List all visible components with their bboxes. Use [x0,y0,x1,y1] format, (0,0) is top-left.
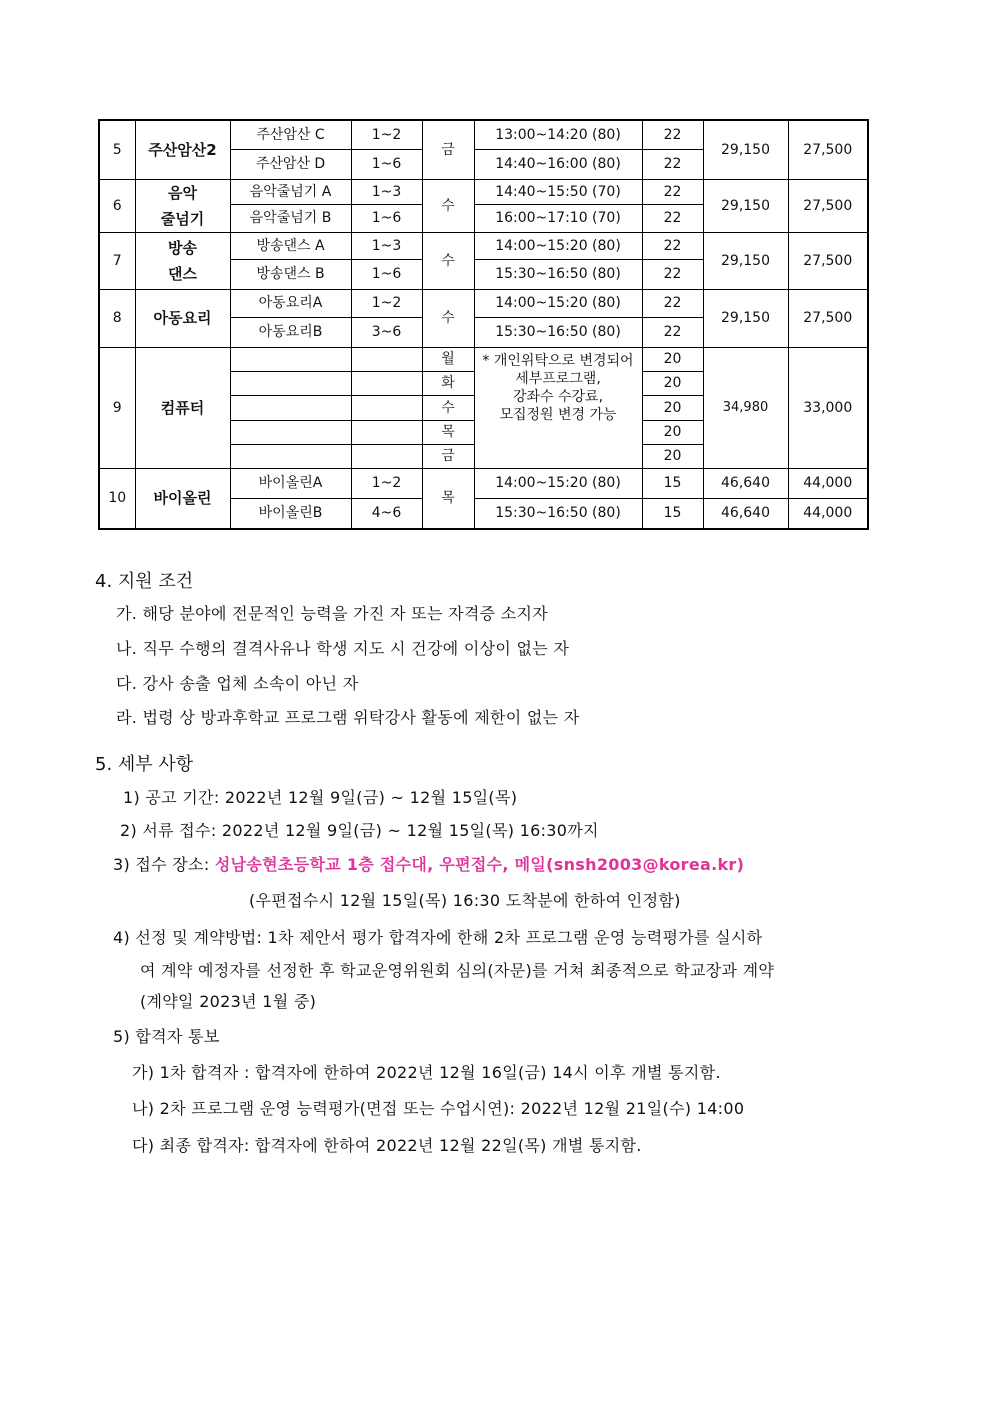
detail-item-2: 2) 서류 접수: 2022년 12월 9일(금) ~ 12월 15일(목) 16:30까지 [120,821,599,840]
program-name-line-2: 댄스 [168,264,197,283]
note-line: * 개인위탁으로 변경되어 [482,352,634,369]
detail-item-1: 1) 공고 기간: 2022년 12월 9일(금) ~ 12월 15일(목) [123,788,518,807]
detail-item-5c: 다) 최종 합격자: 합격자에 한하여 2022년 12월 22일(목) 개별 통지함. [132,1136,642,1155]
fee: 34,980 [703,347,788,468]
detail-item-3-note: (우편접수시 12월 15일(목) 16:30 도착분에 한하여 인정함) [249,891,681,910]
day: 금 [422,444,474,468]
time: 14:00~15:20 (80) [474,232,642,259]
capacity: 20 [642,444,703,468]
time: 15:30~16:50 (80) [474,259,642,289]
time: 14:00~15:20 (80) [474,289,642,317]
detail-item-4-line-3: (계약일 2023년 1월 중) [140,992,317,1011]
fee: 29,150 [703,120,788,179]
program-name: 아동요리 [135,289,230,347]
program-name [135,232,230,289]
empty-cell [351,371,422,395]
empty-cell [230,444,351,468]
class-name: 음악줄넘기 A [230,179,351,205]
program-name [135,179,230,232]
empty-cell [230,395,351,420]
program-name-line-1: 음악 [168,183,197,202]
program-name: 바이올린 [135,468,230,529]
fee-2: 27,500 [788,289,868,347]
fee-2: 44,000 [788,498,868,529]
computer-note [474,347,642,468]
class-name: 바이올린B [230,498,351,529]
note-line: 모집정원 변경 가능 [499,406,617,423]
fee: 29,150 [703,232,788,289]
grade: 1~3 [351,232,422,259]
section-4-item: 다. 강사 송출 업체 소속이 아닌 자 [116,674,359,693]
capacity: 22 [642,259,703,289]
program-name-line-1: 방송 [168,238,197,257]
grade: 1~3 [351,179,422,205]
row-number: 7 [99,232,135,289]
day: 수 [422,289,474,347]
day: 월 [422,347,474,371]
class-name: 주산암산 D [230,149,351,179]
row-number: 6 [99,179,135,232]
program-name: 컴퓨터 [135,347,230,468]
empty-cell [351,395,422,420]
row-number: 8 [99,289,135,347]
day: 수 [422,232,474,289]
table-row [99,347,868,371]
time: 16:00~17:10 (70) [474,205,642,232]
class-name: 방송댄스 B [230,259,351,289]
class-name: 아동요리B [230,317,351,347]
day: 수 [422,179,474,232]
class-name: 방송댄스 A [230,232,351,259]
note-line: 강좌수 수강료, [512,388,604,405]
table-row [99,120,868,149]
table-row [99,232,868,259]
table-row [99,468,868,498]
empty-cell [230,371,351,395]
empty-cell [351,420,422,444]
grade: 1~6 [351,259,422,289]
empty-cell [351,444,422,468]
grade: 1~6 [351,205,422,232]
fee: 46,640 [703,468,788,498]
capacity: 20 [642,347,703,371]
capacity: 22 [642,205,703,232]
detail-item-5b: 나) 2차 프로그램 운영 능력평가(면접 또는 수업시연): 2022년 12월 21일(수) 14:00 [132,1099,745,1118]
table-row [99,179,868,205]
capacity: 22 [642,149,703,179]
time: 15:30~16:50 (80) [474,498,642,529]
class-name: 주산암산 C [230,120,351,149]
detail-item-3 [113,852,744,875]
section-4-item: 라. 법령 상 방과후학교 프로그램 위탁강사 활동에 제한이 없는 자 [116,708,580,727]
fee: 29,150 [703,289,788,347]
section-4-item: 나. 직무 수행의 결격사유나 학생 지도 시 건강에 이상이 없는 자 [116,639,570,658]
section-5-title: 5. 세부 사항 [95,754,194,775]
grade: 1~6 [351,149,422,179]
day: 목 [422,420,474,444]
fee-2: 27,500 [788,232,868,289]
empty-cell [230,420,351,444]
grade: 1~2 [351,289,422,317]
capacity: 15 [642,498,703,529]
time: 14:40~15:50 (70) [474,179,642,205]
grade: 1~2 [351,120,422,149]
class-name: 아동요리A [230,289,351,317]
section-4-title: 4. 지원 조건 [95,571,194,592]
program-schedule-table [98,119,869,530]
row-number: 5 [99,120,135,179]
detail-item-4-line-2: 여 계약 예정자를 선정한 후 학교운영위원회 심의(자문)를 거쳐 최종적으로 학교장과 계약 [140,961,775,980]
fee-2: 33,000 [788,347,868,468]
capacity: 22 [642,120,703,149]
capacity: 22 [642,179,703,205]
fee-2: 44,000 [788,468,868,498]
grade: 1~2 [351,468,422,498]
day: 화 [422,371,474,395]
day: 금 [422,120,474,179]
day: 수 [422,395,474,420]
detail-item-5: 5) 합격자 통보 [113,1027,220,1046]
day: 목 [422,468,474,529]
capacity: 20 [642,420,703,444]
grade: 4~6 [351,498,422,529]
capacity: 20 [642,371,703,395]
time: 14:40~16:00 (80) [474,149,642,179]
note-line: 세부프로그램, [515,370,601,387]
capacity: 20 [642,395,703,420]
section-4-item: 가. 해당 분야에 전문적인 능력을 가진 자 또는 자격증 소지자 [116,604,549,623]
reception-place: 성남송현초등학교 1층 접수대, 우편접수, 메일(snsh2003@korea.kr) [214,855,745,874]
fee-2: 27,500 [788,179,868,232]
capacity: 22 [642,232,703,259]
program-name: 주산암산2 [135,120,230,179]
time: 15:30~16:50 (80) [474,317,642,347]
detail-item-4-line-1: 4) 선정 및 계약방법: 1차 제안서 평가 합격자에 한해 2차 프로그램 운영 능력평가를 실시하 [113,928,763,947]
fee: 46,640 [703,498,788,529]
program-name-line-2: 줄넘기 [160,209,205,228]
table-row [99,289,868,317]
class-name: 바이올린A [230,468,351,498]
detail-item-5a: 가) 1차 합격자 : 합격자에 한하여 2022년 12월 16일(금) 14시 이후 개별 통지함. [132,1063,721,1082]
empty-cell [351,347,422,371]
detail-item-3-label: 3) 접수 장소: [113,855,215,874]
capacity: 22 [642,289,703,317]
time: 13:00~14:20 (80) [474,120,642,149]
empty-cell [230,347,351,371]
fee: 29,150 [703,179,788,232]
capacity: 15 [642,468,703,498]
grade: 3~6 [351,317,422,347]
time: 14:00~15:20 (80) [474,468,642,498]
row-number: 10 [99,468,135,529]
capacity: 22 [642,317,703,347]
row-number: 9 [99,347,135,468]
fee-2: 27,500 [788,120,868,179]
class-name: 음악줄넘기 B [230,205,351,232]
